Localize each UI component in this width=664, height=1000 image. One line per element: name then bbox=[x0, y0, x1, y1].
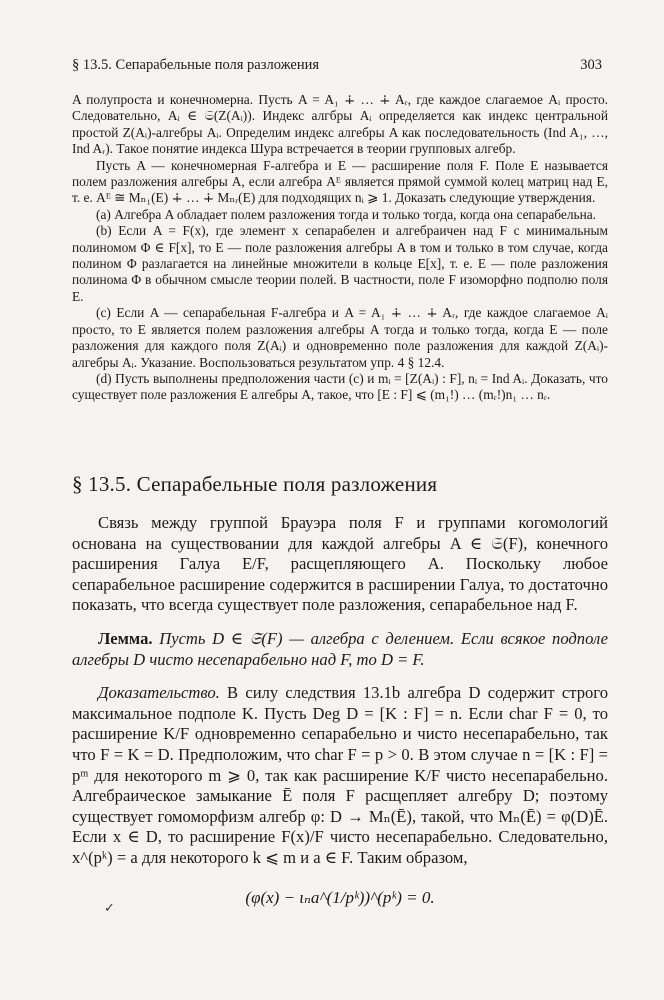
exercise-item-a: (a) Алгебра A обладает полем разложения тогда и только тогда, когда она сепарабельна. bbox=[96, 206, 597, 222]
section-body bbox=[72, 513, 608, 869]
proof-text: В силу следствия 13.1b алгебра D содержит строго максимальное подполе K. Пусть Deg D = [K : F] = n. Если char F = 0, то расширение K/F одновременно сепарабельно и чисто несепарабельно, так что F = K = D. Предположим, что char F = p > 0. В этом случае n = [K : F] = pᵐ для некоторого m ⩾ 0, так как расширение K/F чисто несепарабельно. Алгебраическое замыкание Ē поля F расщепляет алгебру D; поэтому существует гомоморфизм алгебр φ: D → Mₙ(Ē), такой, что Mₙ(Ē) = φ(D)Ē. Если x ∈ D, то расширение F(x)/F чисто несепарабельно. Следовательно, x^(pᵏ) = a для некоторого k ⩽ m и a ∈ F. Таким образом, bbox=[72, 683, 608, 867]
running-title: § 13.5. Сепарабельные поля разложения bbox=[72, 57, 320, 73]
exercise-paragraph: Пусть A — конечномерная F-алгебра и E — расширение поля F. Поле E называется полем разложения алгебры A, если алгебра Aᴱ является прямой суммой колец матриц над E, т. е. Aᴱ ≅ Mₙ₁(E) ∔ … ∔ Mₙᵣ(E) для подходящих nᵢ ⩾ 1. Доказать следующие утверждения. bbox=[72, 157, 608, 206]
exercise-item-c: (c) Если A — сепарабельная F-алгебра и A = A₁ ∔ … ∔ Aᵣ, где каждое слагаемое Aᵢ просто, то E является полем разложения алгебры A тогда и только тогда, когда E — поле разложения для каждого поля Z(Aᵢ) и одновременно поле разложения для каждой Z(Aᵢ)-алгебры Aᵢ. Указание. Воспользоваться результатом упр. 4 § 12.4. bbox=[72, 305, 608, 370]
exercise-item-b: (b) Если A = F(x), где элемент x сепарабелен и алгебраичен над F с минимальным полиномом Φ ∈ F[x], то E — поле разложения алгебры A в том и только в том случае, когда полином Φ разлагается на линейные множители в кольце E[x], т. е. E — поле разложения полинома Φ в обычном смысле теории полей. В частности, поле F изоморфно подполю поля E. bbox=[72, 223, 608, 304]
proof bbox=[72, 683, 608, 868]
intro-paragraph: Связь между группой Брауэра поля F и группами когомологий основана на существовании для каждой алгебры A ∈ 𝔖(F), конечного расширения Галуа E/F, расщепляющего A. Поскольку любое сепарабельное расширение содержится в расширении Галуа, то достаточно показать, что всегда существует поле разложения, сепарабельное над F. bbox=[72, 513, 608, 615]
section-heading: § 13.5. Сепарабельные поля разложения bbox=[72, 472, 438, 496]
exercise-paragraph: A полупроста и конечномерна. Пусть A = A₁ ∔ … ∔ Aᵣ, где каждое слагаемое Aᵢ просто. Следовательно, Aᵢ ∈ 𝔖(Z(Aᵢ)). Индекс алгбры Aᵢ определяется как индекс центральной простой Z(Aᵢ)-алгебры Aᵢ. Определим индекс алгебры A как последовательность (Ind A₁, …, Ind Aᵣ). Такое понятие индекса Шура встречается в теории групповых алгебр. bbox=[72, 92, 608, 157]
margin-mark: ✓ bbox=[104, 900, 115, 915]
exercise-block bbox=[72, 92, 608, 404]
display-formula: (φ(x) − ιₙa^(1/pᵏ))^(pᵏ) = 0. bbox=[245, 888, 435, 907]
proof-label: Доказательство. bbox=[98, 683, 220, 703]
lemma bbox=[72, 629, 608, 670]
lemma-label: Лемма. bbox=[98, 628, 153, 648]
page-number: 303 bbox=[580, 57, 602, 73]
running-header bbox=[72, 57, 602, 74]
exercise-item-d: (d) Пусть выполнены предположения части (c) и mᵢ = [Z(Aᵢ) : F], nᵢ = Ind Aᵢ. Доказать, что существует поле разложения E алгебры A, такое, что [E : F] ⩽ (m₁!) … (mᵣ!)n₁ … nᵣ. bbox=[72, 370, 608, 403]
lemma-text: Пусть D ∈ 𝔖(F) — алгебра с делением. Если всякое подполе алгебры D чисто несепарабельно над F, то D = F. bbox=[72, 628, 608, 669]
